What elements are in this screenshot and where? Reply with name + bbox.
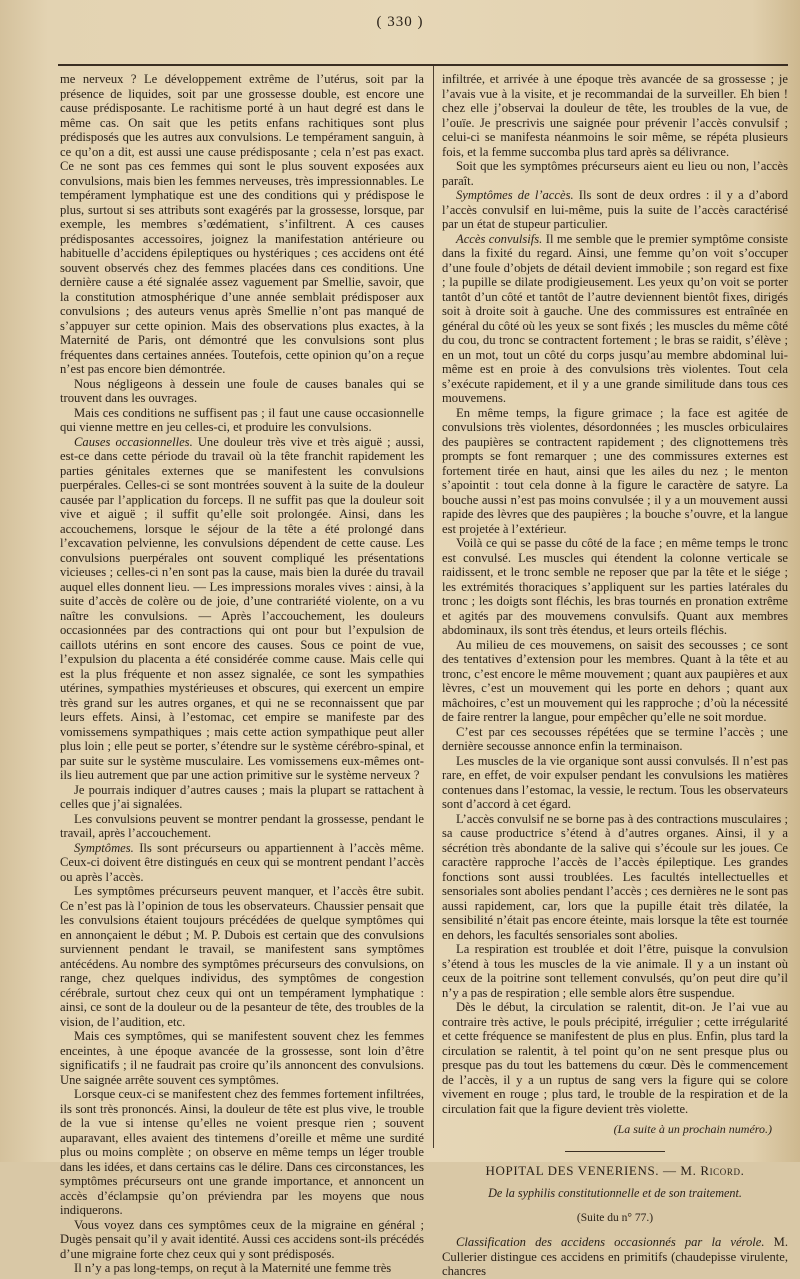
classification-title: Classification des accidens occasionnés par la vérole. (456, 1235, 765, 1249)
paragraph: Mais ces conditions ne suffisent pas ; il faut une cause occasionnelle qui vienne mettre en jeu celles-ci, et produire les convulsions. (60, 405, 424, 434)
paragraph-text: Ils sont précurseurs ou appartiennent à l’accès même. Ceux-ci doivent être distingués en ceux qui se montrent pendant l’accès ou après l’accès. (60, 840, 424, 884)
paragraph (60, 435, 424, 783)
hospital-title: HOPITAL DES VENERIENS. (485, 1162, 660, 1178)
heading-dash: — M. (662, 1162, 697, 1178)
paragraph-text: Une douleur très vive et très aiguë ; aussi, est-ce dans cette période du travail où la tête franchit rapidement les parties génitales externes que se manifestent les convulsions puerpérales. Celles-ci se sont montrées souvent à la suite de la douleur causée par l’application du forceps. Il ne suffit pas que la douleur soit vive et aiguë ; il suffit qu’elle soit prolongée. Ainsi, dans les accouchemens, lorsque le séjour de la tête a été prolongé dans l’excavation pelvienne, les convulsions dépendent de cette cause. Les convulsions puerpérales ont souvent compliqué les présentations vicieuses ; celles-ci n’en sont pas la cause, mais bien la durée du travail auquel elles donnent lieu. — Les impressions morales vives : ainsi, à la suite d’accès de colère ou de joie, d’une contrariété violente, on a vu naître les convulsions. — Après l’accouchement, les douleurs occasionnées par des contractions qui ont pour but l’expulsion de caillots utérins en sont encore des causes. Sous ce point de vue, l’expulsion du placenta a été considérée comme cause. Mais celle qui est la plus fréquente et non assez signalée, ce sont les sympathies utérines, sympathies mystérieuses et obscures, qui exercent un empire très grand sur les autres organes, et qui ne se reconnaissent que par leurs effets. Ainsi, à l’estomac, cet empire se manifeste par des vomissemens sympathiques ; mais cette action sympathique peut aller plus loin ; elle peut se porter, s’étendre sur le système cérébro-spinal, et par suite sur le système musculaire. Les vomissemens eux-mêmes ont-ils lieu autrement que par une action primitive sur le système nerveux ? (60, 434, 424, 782)
section-title-symptomes: Symptômes. (74, 840, 134, 855)
paragraph-text: Ils sont de deux ordres : il y a d’abord l’accès convulsif en lui-même, puis la suite de l’accès caractérisé par un état de stupeur particulier. (442, 188, 788, 231)
paragraph: Dès le début, la circulation se ralentit, dit-on. Je l’ai vue au contraire très active, le pouls précipité, irrégulier ; cette irrégularité et cette fréquence se manifestent de plus en plus. Enfin, plus tard la circulation se ralentit, à tel point qu’on ne sent presque plus ou presque pas du tout les battemens du cœur. Dès le commencement de l’accès, il y a un ruptus de sang vers la figure qui se colore vivement en rouge ; plus tard, le trouble de la respiration et de la circulation fait que la figure devient très violette. (442, 1000, 788, 1116)
paragraph: C’est par ces secousses répétées que se termine l’accès ; une dernière secousse annonce enfin la terminaison. (442, 724, 788, 753)
paragraph: Soit que les symptômes précurseurs aient eu lieu ou non, l’accès paraît. (442, 159, 788, 188)
paragraph: Nous négligeons à dessein une foule de causes banales qui se trouvent dans les ouvrages. (60, 376, 424, 405)
section-title-acces-convulsifs: Accès convulsifs. (456, 231, 543, 246)
paragraph: L’accès convulsif ne se borne pas à des contractions musculaires ; sa cause productrice s’étend à d’autres organes. Ainsi, il y a sécrétion très abondante de la salive qui s’écoule sur les joues. Ce caractère rapproche l’accès de l’accès épileptique. Les grandes fonctions sont aussi troublées. Les facultés intellectuelles et sensoriales sont abolies pendant l’accès ; ces dernières ne le sont pas aussi rapidement, car, lors que la pupille était très dilatée, la sensibilité n’était pas encore éteinte, mais lorsque la tête est tournée en dehors, les facultés sensoriales sont abolies. (442, 811, 788, 942)
paragraph: Les muscles de la vie organique sont aussi convulsés. Il n’est pas rare, en effet, de voir expulser pendant les convulsions les matières contenues dans l’estomac, la vessie, le rectum. Tous les observateurs sont d’accord à cet égard. (442, 753, 788, 811)
paragraph-text: Il me semble que le premier symptôme consiste dans la fixité du regard. Ainsi, une femme qu’on voit s’occuper d’une foule d’objets de détail devient immobile ; son regard est fixe ; la pupille se dilate prodigieusement. Les yeux qu’on voit se porter tantôt d’un côté et tantôt de l’autre deviennent bientôt fixes, dirigés soit à droite soit à gauche. Une des commissures est entraînée en général du côté où les yeux se sont fixés ; les muscles du même côté du cou, du tronc se contractent fortement ; le bras se raidit, s’élève ; en un mot, tout un côté du corps jusqu’au membre abdominal lui-même est en proie à des convulsions très violentes. Tout cela s’exécute rapidement, et il y a une grande similitude dans tous ces mouvemens. (442, 231, 788, 405)
section-divider (565, 1151, 665, 1152)
header-rule (58, 64, 788, 66)
page-number: ( 330 ) (376, 14, 424, 30)
doctor-name: Ricord. (700, 1162, 745, 1178)
paragraph: Les convulsions peuvent se montrer pendant la grossesse, pendant le travail, après l’accouchement. (60, 811, 424, 840)
paragraph: Vous voyez dans ces symptômes ceux de la migraine en général ; Dugès pensait qu’il y avait identité. Aussi ces accidens sont-ils précédés d’une migraine forte chez ceux qui y sont prédisposés. (60, 1217, 424, 1261)
paragraph: Les symptômes précurseurs peuvent manquer, et l’accès être subit. Ce n’est pas là l’opinion de tous les observateurs. Chaussier pensait que les convulsions étaient toujours précédées de quelque symptômes qui en annonçaient le début ; M. P. Dubois est certain que des convulsions surviennent pendant le travail, se manifestent sans symptômes antécédens. Au nombre des symptômes précurseurs des convulsions, on range, chez quelques individus, des symptômes de congestion cérébrale, surtout chez ceux qui ont un tempérament lymphatique : ainsi, ce sont de la douleur ou de la pesanteur de tête, des troubles de la vision, de l’audition, etc. (60, 884, 424, 1029)
paragraph: En même temps, la figure grimace ; la face est agitée de convulsions très violentes, désordonnées ; les muscles orbiculaires des paupières se contractent rapidement ; des clignottemens très prompts se font remarquer ; une des commissures externes est fortement tirée en haut, ainsi que les ailes du nez ; le menton s’apointit : tout cela donne à la figure le caractère de satyre. La bouche aussi n’est pas moins convulsée ; il y a un mouvement aussi rapide des lèvres que des paupières ; la bouche s’ouvre, et la langue est projetée à l’extérieur. (442, 405, 788, 536)
section-title-causes: Causes occasionnelles. (74, 434, 193, 449)
paragraph-text: M. Cullerier distingue ces accidens en primitifs (chaudepisse virulente, chancres (442, 1235, 788, 1278)
paragraph: infiltrée, et arrivée à une époque très avancée de sa grossesse ; je l’avais vue à la visite, et je recommandai de la surveiller. Eh bien ! chez elle j’observai la douleur de tête, les troubles de la vue, de l’ouïe. Je prescrivis une saignée pour prévenir l’accès convulsif ; celui-ci se manifesta néanmoins le soir même, se répéta plusieurs fois, et la femme succomba plus tard après sa délivrance. (442, 72, 788, 159)
suite-reference: (Suite du n° 77.) (576, 1211, 654, 1224)
paragraph (442, 232, 788, 406)
paragraph: Lorsque ceux-ci se manifestent chez des femmes fortement infiltrées, ils sont très prononcés. Ainsi, la douleur de tête est plus vive, le trouble de la vue si intense qu’elles ne voient presque rien ; souvent auparavant, elles avaient des tintemens d’oreille et même une surdité plus ou moins complète ; on observe en même temps un léger trouble dans les idées, et dans certains cas le délire. Dans ces circonstances, les symptômes précurseurs ont une grande importance, et annoncent un accès d’éclampsie qu’on préviendra par les moyens que nous indiquerons. (60, 1087, 424, 1217)
continuation-note: (La suite à un prochain numéro.) (613, 1122, 772, 1136)
paragraph: Il n’y a pas long-temps, on reçut à la Maternité une femme très (74, 1261, 392, 1275)
paragraph: La respiration est troublée et doit l’être, puisque la convulsion s’étend à tous les muscles de la vie animale. Il y a un instant où ceux de la poitrine sont tellement convulsés, qu’on peut dire qu’il n’y a pas de respiration ; elle semble alors être suspendue. (442, 942, 788, 1000)
paragraph (442, 1235, 788, 1279)
paragraph: me nerveux ? Le développement extrême de l’utérus, soit par la présence de liquides, soit par une grossesse double, est encore une cause prédisposante. Le rachitisme porté à un haut degré est dans le même cas. On sait que les petits enfans rachitiques sont plus prédisposés que les autres aux convulsions. Le tempérament sanguin, à ce qu’on a dit, est aussi une cause prédisposante ; cela n’est pas exact. Ce ne sont pas ces femmes qui sont le plus souvent exposées aux convulsions, mais bien les femmes nerveuses, très impressionnables. Le tempérament lymphatique est une des conditions qui y prédispose le plus, surtout si ses attributs sont exagérés par la grossesse, lorsque, par exemple, les membres s’œdématient, s’infiltrent. A ces causes prédisposantes accessoires, joignez la manifestation antérieure ou habituelle d’accidens épileptiques ou hystériques ; ces accidens ont été souvent observés chez des femmes placées dans ces conditions. Une dernière cause a été signalée assez vaguement par Smellie, savoir, que la constitution atmosphérique d’une année semblait prédisposer aux convulsions ; des auteurs venus après Smellie n’ont pas manqué de s’appuyer sur cette opinion. Mais des observations plus exactes, à la Maternité de Paris, ont démontré que les convulsions sont plus fréquentes dans certaines années. Toutefois, cette opinion qu’on a reçue n’est pas encore bien démontrée. (60, 72, 424, 376)
paragraph: Mais ces symptômes, qui se manifestent souvent chez les femmes enceintes, à une époque avancée de la grossesse, sont loin d’être significatifs ; il ne faudrait pas croire qu’ils annoncent des convulsions. Une saignée arrête souvent ces symptômes. (60, 1029, 424, 1087)
paragraph: Je pourrais indiquer d’autres causes ; mais la plupart se rattachent à celles que j’ai signalées. (60, 782, 424, 811)
paragraph: Voilà ce qui se passe du côté de la face ; en même temps le tronc est convulsé. Les muscles qui étendent la colonne verticale se raidissent, et le tronc semble ne reposer que par la tête et le siége ; les extrémités thoraciques s’appliquent sur les parties latérales du tronc ; les doigts sont fléchis, les bras tournés en pronation extrême et agités par des mouvemens convulsifs. Quant aux membres abdominaux, ils sont très étendus, et leurs orteils fléchis. (442, 536, 788, 637)
column-separator (433, 66, 434, 1148)
paragraph: Au milieu de ces mouvemens, on saisit des secousses ; ce sont des tentatives d’extension pour les membres. Quant à la tête et au tronc, c’est encore le même mouvement ; quant aux paupières et aux lèvres, c’est un mouvement qui les porte en dehors ; quant aux mâchoires, c’est un mouvement qui les rapproche ; d’où la nécessité de faire rentrer la langue, pour empêcher qu’elle ne soit mordue. (442, 637, 788, 724)
right-column (442, 72, 788, 1279)
article-subtitle: De la syphilis constitutionnelle et de son traitement. (488, 1186, 742, 1200)
left-column (60, 72, 424, 1276)
paragraph (442, 188, 788, 232)
section-title-symptomes-acces: Symptômes de l’accès. (456, 188, 574, 202)
hospital-section-heading (442, 1164, 788, 1179)
paragraph (60, 841, 424, 885)
